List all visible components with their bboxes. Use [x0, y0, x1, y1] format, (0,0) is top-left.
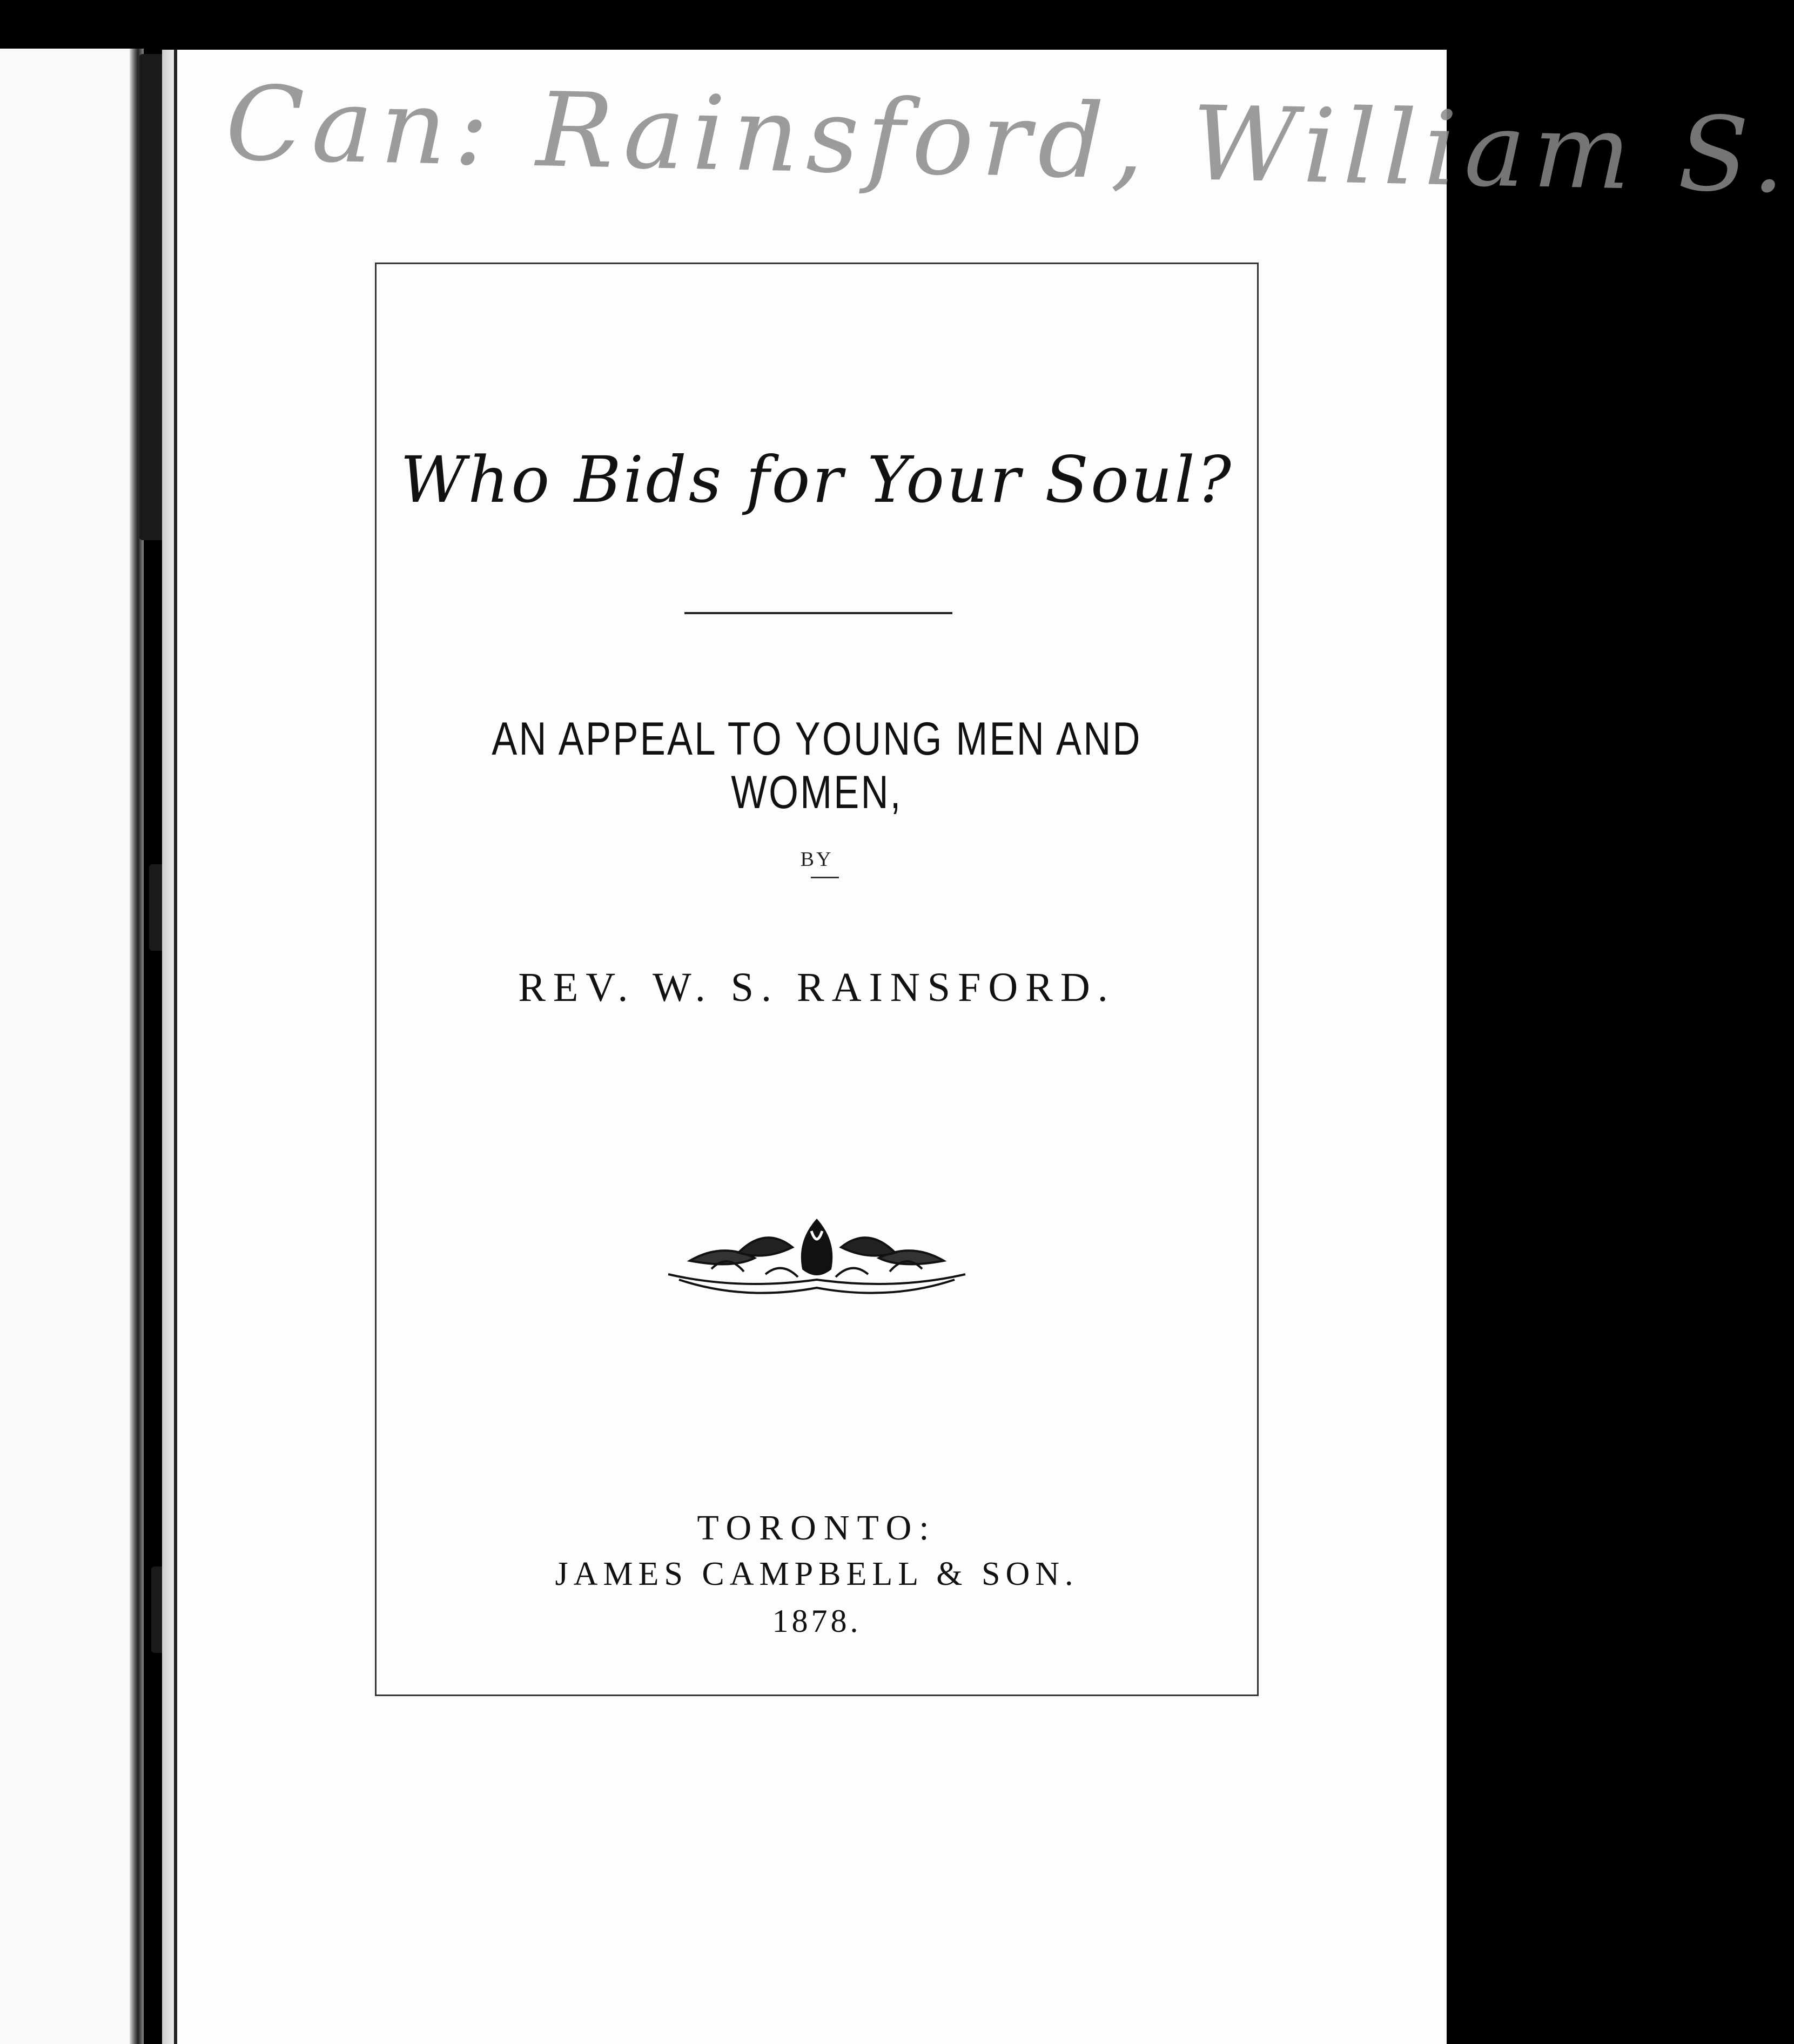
imprint-publisher: JAMES CAMPBELL & SON. [555, 1556, 1079, 1592]
binding-thread-mark [139, 54, 164, 540]
floral-ornament-icon [657, 1209, 976, 1307]
book-subtitle: AN APPEAL TO YOUNG MEN AND WOMEN, [492, 713, 1142, 818]
by-line: BY [800, 848, 834, 871]
left-leaf [0, 49, 138, 2044]
by-underline [811, 877, 839, 878]
handwritten-annotation: Can: Rainsford, William S. [224, 64, 1794, 216]
imprint-year: 1878. [772, 1603, 862, 1639]
author-name: REV. W. S. RAINSFORD. [518, 965, 1116, 1010]
title-divider-rule [684, 612, 952, 614]
title-page-frame [375, 263, 1259, 1696]
book-title: Who Bids for Your Soul? [400, 442, 1233, 517]
imprint-city: TORONTO: [697, 1508, 937, 1548]
